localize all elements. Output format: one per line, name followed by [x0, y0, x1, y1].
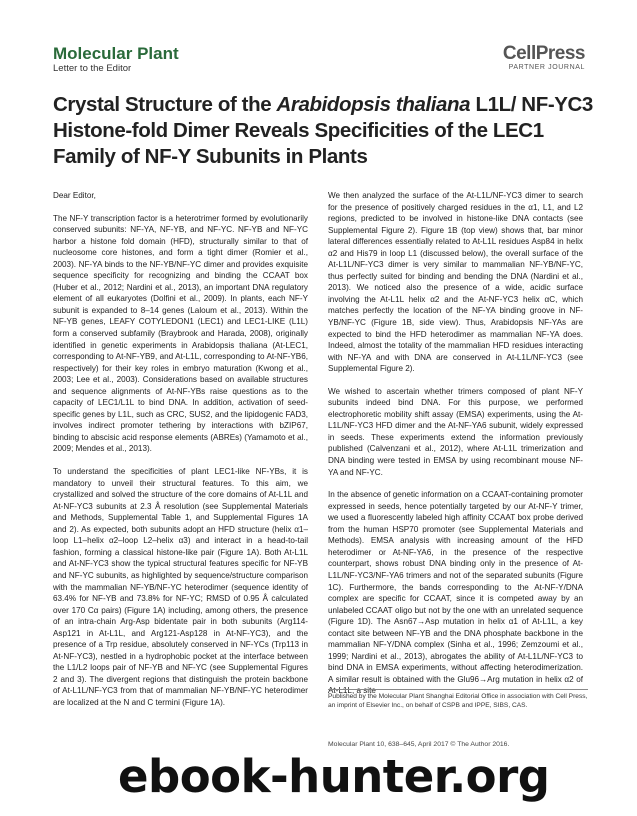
page-footer: Molecular Plant 10, 638–645, April 2017 © The Author 2016. — [328, 741, 510, 748]
title-species: Arabidopsis thaliana — [276, 93, 471, 116]
title-part2: L1L/ NF-YC3 Histone-fold Dimer Reveals Specificities of the LEC1 Family of NF-Y Subunits in Plants — [53, 93, 593, 168]
right-column — [328, 190, 583, 708]
right-paragraph-2: We wished to ascertain whether trimers composed of plant NF-Y subunits indeed bind DNA. For this purpose, we performed electrophoretic mobility shift assay (EMSA) experiments, using the At-L1L/NF-YC3 HFD dimer and the At-NF-YA6 subunit, widely expressed in seeds. These experiments extend the information previously published (Calvenzani et al., 2012), where At-L1L trimerization and DNA binding were tested in EMSA by using recombinant mouse NF-YA and NF-YC. — [328, 386, 583, 477]
partner-journal-label: PARTNER JOURNAL — [508, 64, 585, 71]
right-paragraph-1: We then analyzed the surface of the At-L1L/NF-YC3 dimer to search for the presence of positively charged residues in the α1, L1, and L2 regions, predicted to be involved in histone-like DNA contacts (see Supplemental Figure 2). Figure 1B (top view) shows that, bar minor lateral differences essentially related to At-L1L residues Asp84 in helix α2 and His79 in loop L1 (discussed below), the overall surface of the At-L1L/NF-YC3 dimer is very similar to mammalian NF-YB/NF-YC, thus perfectly suited for binding and bending the DNA (Nardini et al., 2013). We noticed also the presence of a wide, acidic surface involving the At-L1L helix α2 and the At-NF-YC3 helix αC, which matches perfectly the location of the NF-YA binding groove in NF-YB/NF-YC (Figure 1B, side view). Thus, Arabidopsis NF-YAs are expected to bind the HFD heterodimer as mammalian NF-YA does. Indeed, almost the totality of the mammalian HFD residues interacting with NF-YA and with DNA are conserved in At-L1L/NF-YC3 (see Supplemental Figure 2). — [328, 191, 583, 374]
right-paragraph-3: In the absence of genetic information on a CCAAT-containing promoter expressed in seeds, hence potentially targeted by our At-NF-Y trimer, we used a fluorescently labeled high affinity CCAAT box probe derived from the human HSP70 promoter (see Supplemental Materials and Methods). EMSA analysis with increasing amount of the HFD heterodimer or At-NF-YA6, in the presence of the respective counterpart, shows robust DNA binding only in the presence of At-L1L/NF-YC3/NF-YA6 trimers and not of the separated subunits (Figure 1C). Furthermore, the bands corresponding to the At-NF-Y/DNA complex are specific for CCAAT, since it is competed away by an unlabeled CCAAT oligo but not by the one with an unrelated sequence (Figure 1D). The Asn67→Asp mutation in helix α1 of At-L1L, a key contact site between NF-YB and the DNA phosphate backbone in the mammalian NF-Y/DNA complex (Sinha et al., 1996; Zemzoumi et al., 1999; Nardini et al., 2013), abrogates the ability of At-L1L/NF-YC3 to bind DNA in EMSA experiments, without affecting heterodimerization. A similar result is obtained with the Glu96→Arg mutation in helix α2 of At-L1L, a site — [328, 490, 583, 696]
journal-name: Molecular Plant — [53, 44, 179, 63]
publisher-footnote: Published by the Molecular Plant Shanghai Editorial Office in association with Cell Press, an imprint of Elsevier Inc., on behalf of CSPB and IPPE, SIBS, CAS. — [328, 689, 588, 710]
watermark: ebook-hunter.org — [118, 750, 550, 803]
title-part1: Crystal Structure of the — [53, 93, 277, 116]
left-column — [53, 190, 308, 720]
left-paragraph-1: The NF-Y transcription factor is a heterotrimer formed by evolutionarily conserved subunits: NF-YA, NF-YB, and NF-YC. NF-YB and NF-YC harbor a histone fold domain (HFD), structurally similar to that of nucleosome core histones, and form a tight dimer (Romier et al., 2003). NF-YA binds to the NF-YB/NF-YC dimer and provides exquisite sequence specificity for recognizing and binding the CCAAT box (Huber et al., 2012; Nardini et al., 2013), an important DNA regulatory element of all eukaryotes (Dolfini et al., 2009). In plants, each NF-Y subunit is expanded to 8–14 genes (Laloum et al., 2013). Within the NF-YB genes, LEAFY COTYLEDON1 (LEC1) and LEC1-LIKE (L1L) form a conserved subfamily (Braybrook and Harada, 2008), originally identified in genetic experiments in Arabidopsis thaliana (At-LEC1, corresponding to At-NF-YB9, and At-L1L, corresponding to At-NF-YB6, respectively) for their key roles in embryo maturation (Kwong et al., 2003; Lee et al., 2003). Considerations based on available structures and sequence alignments of At-NF-YBs raise questions as to the capacity of LEC1/L1L to bind DNA. In addition, activation of seed-specific genes by L1L, such as CRC, SUS2, and the lipidogenic FAD3, involves indirect promoter tethering by interactions with bZIP67, binding to abscisic acid response elements (ABREs) (Yamamoto et al., 2009; Mendes et al., 2013). — [53, 213, 308, 454]
cellpress-logo: CellPress — [502, 43, 585, 64]
publisher-logo — [503, 44, 585, 71]
article-type: Letter to the Editor — [53, 63, 132, 74]
article-title — [53, 92, 593, 170]
left-paragraph-2: To understand the specificities of plant LEC1-like NF-YBs, it is mandatory to unveil their structural features. To this aim, we crystallized and solved the structure of the core domains of At-L1L and At-NF-YC3 subunits at 2.3 Å resolution (see Supplemental Materials and Methods, Supplemental Table 1, and Supplemental Figures 1A and 2). As expected, both subunits adopt an HFD structure (helix α1–loop L1–helix α2–loop L2–helix α3) and interact in a head-to-tail fashion, forming a classical histone-like pair (Figure 1A). Both At-L1L and At-NF-YC3 show the typical structural features specific for NF-YB and NF-YC subunits, as highlighted by sequence/structure comparison with the mammalian NF-YB/NF-YC heterodimer (sequence identity of 63.4% for NF-YB and 73.8% for NF-YC; RMSD of 0.95 Å calculated over 170 Cα pairs) (Figure 1A) including, among others, the presence of an intra-chain Arg-Asp bidentate pair in both subunits (Arg114-Asp121 in At-L1L, and Arg121-Asp128 in At-NF-YC3), and the presence of a Trp residue, absolutely conserved in NF-YCs (Trp113 in At-NF-YC3), nestled in a hydrophobic pocket at the interface between the L1/L2 loops pair of NF-YB and NF-YC (see Supplemental Figures 2 and 3). The divergent regions that distinguish the protein backbone of At-L1L/NF-YC3 from that of mammalian NF-YB/NF-YC heterodimer are localized at the N and C termini (Figure 1A). — [53, 467, 308, 707]
salutation: Dear Editor, — [53, 191, 96, 200]
journal-header — [53, 44, 179, 75]
